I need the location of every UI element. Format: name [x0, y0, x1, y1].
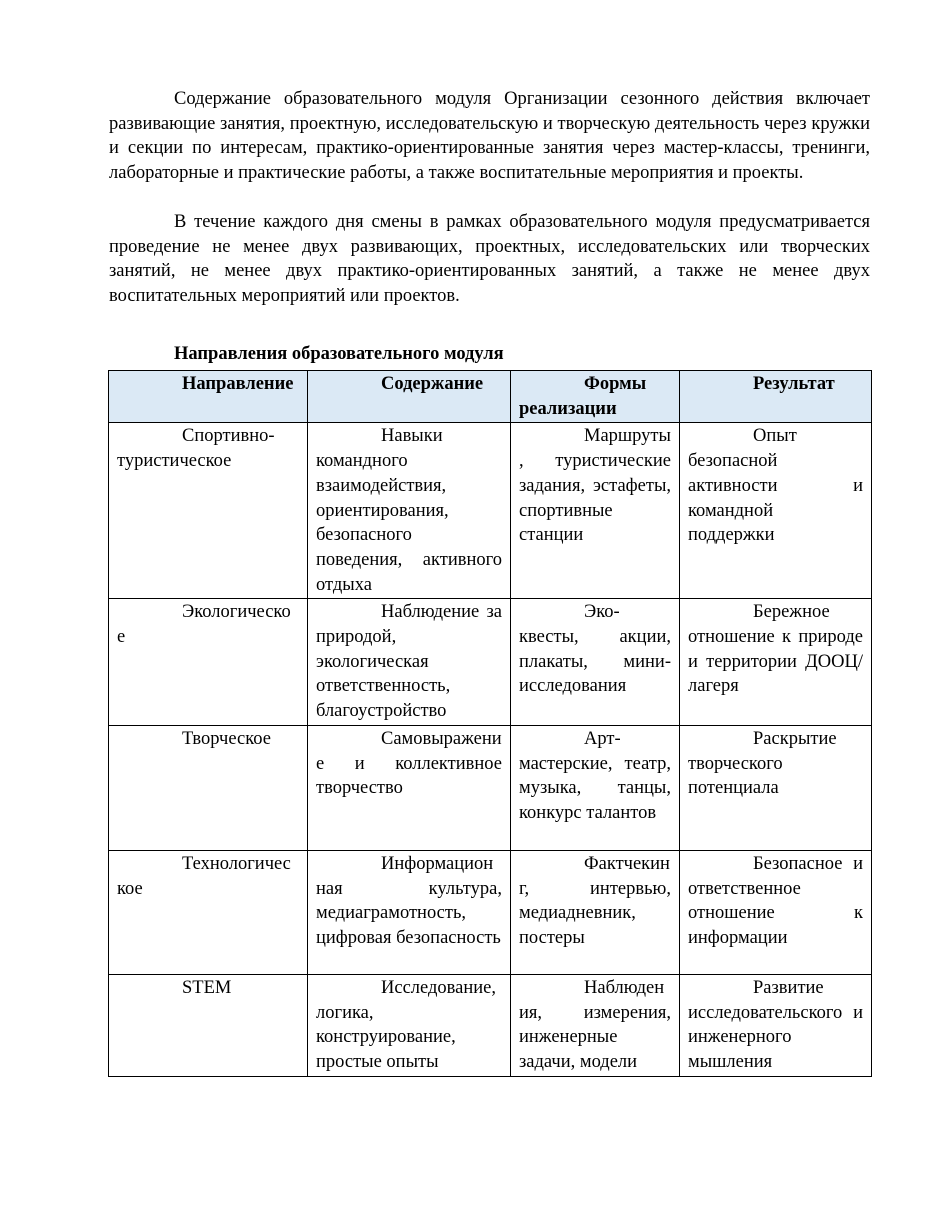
cell-forms: Арт-мастерские, театр, музыка, танцы, конкурс талантов	[511, 725, 680, 850]
cell-result: Развитие исследовательского и инженерного мышления	[680, 974, 872, 1076]
paragraph-daily-schedule: В течение каждого дня смены в рамках образовательного модуля предусматривается проведение не менее двух развивающих, проектных, исследовательских или творческих занятий, не менее двух практико-ориентированных занятий, а также не менее двух воспитательных мероприятий или проектов.	[109, 212, 870, 307]
cell-direction: Спортивно-туристическое	[109, 423, 308, 599]
cell-forms: Маршруты, туристические задания, эстафеты, спортивные станции	[511, 423, 680, 599]
table-title: Направления образовательного модуля	[174, 344, 504, 364]
cell-forms: Эко-квесты, акции, плакаты, мини-исследования	[511, 599, 680, 726]
cell-result: Безопасное и ответственное отношение к информации	[680, 850, 872, 974]
cell-content: Самовыражение и коллективное творчество	[308, 725, 511, 850]
paragraph-intro: Содержание образовательного модуля Организации сезонного действия включает развивающие занятия, проектную, исследовательскую и творческую деятельность через кружки и секции по интересам, практико-ориентированные занятия через мастер-классы, тренинги, лабораторные и практические работы, а также воспитательные мероприятия и проекты.	[109, 89, 870, 184]
table-header-row	[109, 371, 872, 423]
table-row	[109, 850, 872, 974]
cell-content: Наблюдение за природой, экологическая ответственность, благоустройство	[308, 599, 511, 726]
cell-direction: STEM	[109, 974, 308, 1076]
table-row	[109, 725, 872, 850]
table-row	[109, 974, 872, 1076]
cell-content: Навыки командного взаимодействия, ориентирования, безопасного поведения, активного отдыха	[308, 423, 511, 599]
cell-direction: Творческое	[109, 725, 308, 850]
cell-result: Бережное отношение к природе и территории ДООЦ/ лагеря	[680, 599, 872, 726]
cell-forms: Наблюдения, измерения, инженерные задачи, модели	[511, 974, 680, 1076]
cell-result: Раскрытие творческого потенциала	[680, 725, 872, 850]
header-result: Результат	[680, 371, 872, 423]
header-content: Содержание	[308, 371, 511, 423]
cell-content: Исследование, логика, конструирование, простые опыты	[308, 974, 511, 1076]
cell-direction: Технологическое	[109, 850, 308, 974]
table-row	[109, 599, 872, 726]
header-forms: Формы реализации	[511, 371, 680, 423]
table-row	[109, 423, 872, 599]
cell-direction: Экологическое	[109, 599, 308, 726]
cell-forms: Фактчекинг, интервью, медиадневник, постеры	[511, 850, 680, 974]
header-direction: Направление	[109, 371, 308, 423]
cell-content: Информационная культура, медиаграмотность, цифровая безопасность	[308, 850, 511, 974]
directions-table	[108, 370, 872, 1077]
cell-result: Опыт безопасной активности и командной поддержки	[680, 423, 872, 599]
